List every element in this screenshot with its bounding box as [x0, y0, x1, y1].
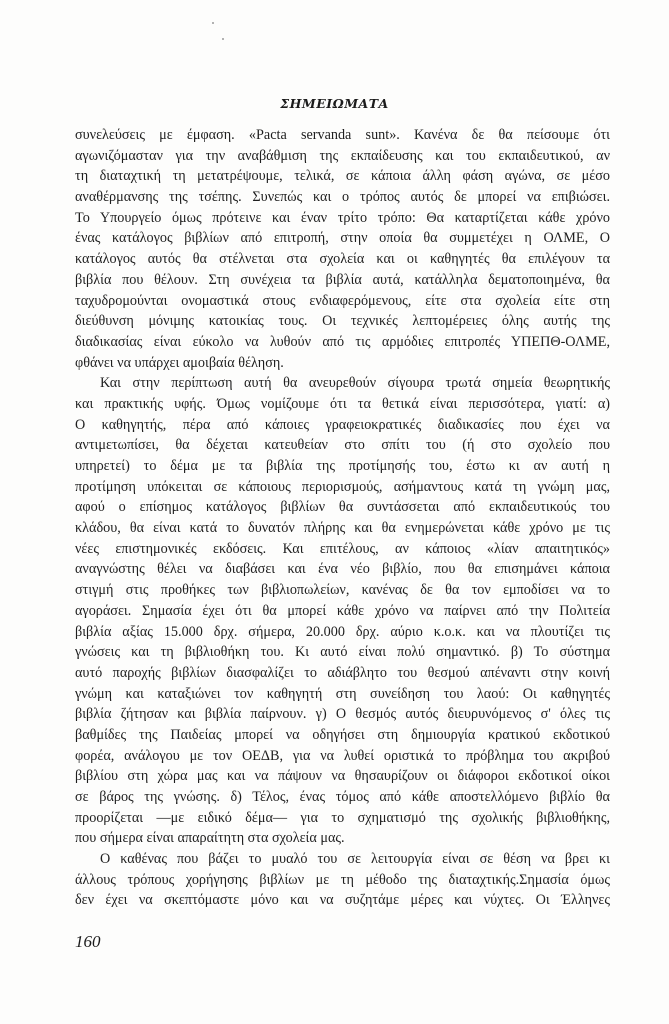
- text-line: βιβλία αξίας 15.000 δρχ. σήμερα, 20.000 δρχ. αύριο κ.ο.κ. και να πλουτίζει τις: [75, 623, 610, 640]
- text-line: υπηρετεί) το δέμα με τα βιβλία της προτίμησής του, έστω κι αν αυτή η: [75, 458, 610, 474]
- paragraph-end-line: φθάνει να υπάρχει αμοιβαία θέληση.: [75, 354, 284, 371]
- scan-speck: [212, 22, 214, 24]
- text-line: Το Υπουργείο όμως πρότεινε και έναν τρίτο τρόπο: Θα καταρτίζεται κάθε χρόνο: [75, 209, 610, 226]
- text-line: στιγμή στις προθήκες των βιβλιοπωλείων, κανένας δε θα τον εμποδίσει να το: [75, 582, 610, 599]
- paragraph-start-line: Ο καθένας που βάζει το μυαλό του σε λειτουργία είναι σε θέση να βρει κι: [100, 851, 610, 868]
- text-line: αντιμετωπίσει, θα δέχεται κατευθείαν στο σπίτι του (ή στο σχολείο που: [75, 437, 610, 454]
- text-line: προορίζεται —με ειδικό δέμα— για το σχηματισμό της σχολικής βιβλιοθήκης,: [75, 809, 610, 826]
- text-line: γνώμη και καταξιώνει τον καθηγητή στη συνείδηση του λαού: Οι καθηγητές: [75, 685, 610, 702]
- text-line: αναθέρμανσης της τσέπης. Συνεπώς και ο τρόπος αυτός δε μπορεί να επιβιώσει.: [75, 189, 610, 206]
- page-number: 160: [75, 932, 101, 951]
- text-line: βιβλία ζήτησαν και βιβλία παίρνουν. γ) Ο θεσμός αυτός διευρυνόμενος σ' όλες τις: [75, 706, 610, 723]
- text-line: σε βάρος της γνώσης. δ) Τέλος, ένας τόμος από κάθε αποστελλόμενο βιβλίο θα: [75, 789, 610, 805]
- text-line: αφού ο επίσημος κατάλογος βιβλίων θα συντάσσεται από εκπαιδευτικούς του: [75, 499, 610, 516]
- body-text: [75, 125, 610, 911]
- text-line: βαθμίδες της Παιδείας μπορεί να οδηγήσει στη δημιουργία κρατικού εκδοτικού: [75, 726, 610, 743]
- text-line: διαδικασίας είναι εύκολο να λυθούν από τις αρμόδιες επιτροπές ΥΠΕΠΘ-ΟΛΜΕ,: [75, 333, 610, 350]
- text-line: κατάλογος αυτός θα στέλνεται στα σχολεία και οι καθηγητές θα επιλέγουν τα: [75, 251, 610, 268]
- text-line: δεν έχει να σκεπτόμαστε μόνο και να συζητάμε μέρες και νύχτες. Οι Έλληνες: [75, 892, 610, 909]
- text-line: βιβλίου στη χώρα μας και να πάψουν να θησαυρίζουν οι διάφοροι εκδοτικοί οίκοι: [75, 768, 610, 785]
- text-line: αναγνώστης θέλει να διαβάσει και ένα νέο βιβλίο, που θα επισημάνει κάποια: [75, 561, 610, 578]
- scan-speck: [222, 38, 224, 40]
- paragraph-end-line: που σήμερα είναι απαραίτητη στα σχολεία μας.: [75, 830, 345, 847]
- text-line: διεύθυνση μόνιμης κατοικίας τους. Οι τεχνικές λεπτομέρειες όλης αυτής της: [75, 313, 610, 330]
- text-line: τη διαταχτική τη μετατρέψουμε, τελικά, σε κάποια άλλη φάση αγώνα, σε μέσο: [75, 168, 610, 185]
- paragraph-start-line: Και στην περίπτωση αυτή θα ανευρεθούν σίγουρα τρωτά σημεία θεωρητικής: [100, 375, 610, 392]
- text-line: κλάδου, θα είναι κατά το δυνατόν πλήρης και θα ενημερώνεται κάθε χρόνο με τις: [75, 520, 610, 537]
- text-line: βιβλία που θέλουν. Στη συνέχεια τα βιβλία αυτά, κατάλληλα δεματοποιημένα, θα: [75, 271, 610, 288]
- text-line: άλλους τρόπους χορήγησης βιβλίων με τη μέθοδο της διαταχτικής.Σημασία όμως: [75, 871, 610, 888]
- text-line: προτίμηση υπόκειται σε κάποιους περιορισμούς, ασήμαντους κατά τη γνώμη μας,: [75, 478, 610, 495]
- text-line: νέες επιστημονικές εκδόσεις. Και επιτέλους, αν κάποιος «λίαν απαιτητικός»: [75, 540, 610, 557]
- text-line: συνελεύσεις με έμφαση. «Pacta servanda sunt». Κανένα δε θα πείσουμε ότι: [75, 127, 610, 143]
- text-line: ένας κατάλογος βιβλίων από επιτροπή, στην οποία θα συμμετέχει η ΟΛΜΕ, Ο: [75, 230, 610, 247]
- text-line: φορέα, ανάλογου με τον ΟΕΔΒ, για να λυθεί οριστικά το πρόβλημα του ακριβού: [75, 747, 610, 764]
- text-line: Ο καθηγητής, πέρα από κάποιες γραφειοκρατικές διαδικασίες που έχει να: [75, 416, 610, 433]
- text-line: γνώσεις και τη βιβλιοθήκη του. Κι αυτό είναι πολύ σημαντικό. β) Το σύστημα: [75, 644, 610, 661]
- text-line: ταχυδρομούνται ονομαστικά στους ενδιαφερόμενους, είτε στα σχολεία είτε στη: [75, 292, 610, 309]
- running-head: ΣΗΜΕΙΩΜΑΤΑ: [280, 96, 389, 111]
- text-line: αγοράσει. Σημασία έχει ότι θα μπορεί κάθε χρόνο να παίρνει από την Πολιτεία: [75, 602, 610, 619]
- text-line: αυτό παροχής βιβλίων διασφαλίζει το αδιάβλητο του θεσμού απέναντι στην κοινή: [75, 664, 610, 681]
- text-line: και πρακτικής υφής. Όμως νομίζουμε ότι τα θετικά είναι περισσότερα, γιατί: α): [75, 395, 610, 412]
- text-line: αγωνιζόμασταν για την αναβάθμιση της εκπαίδευσης και του εκπαιδευτικού, αν: [75, 147, 610, 164]
